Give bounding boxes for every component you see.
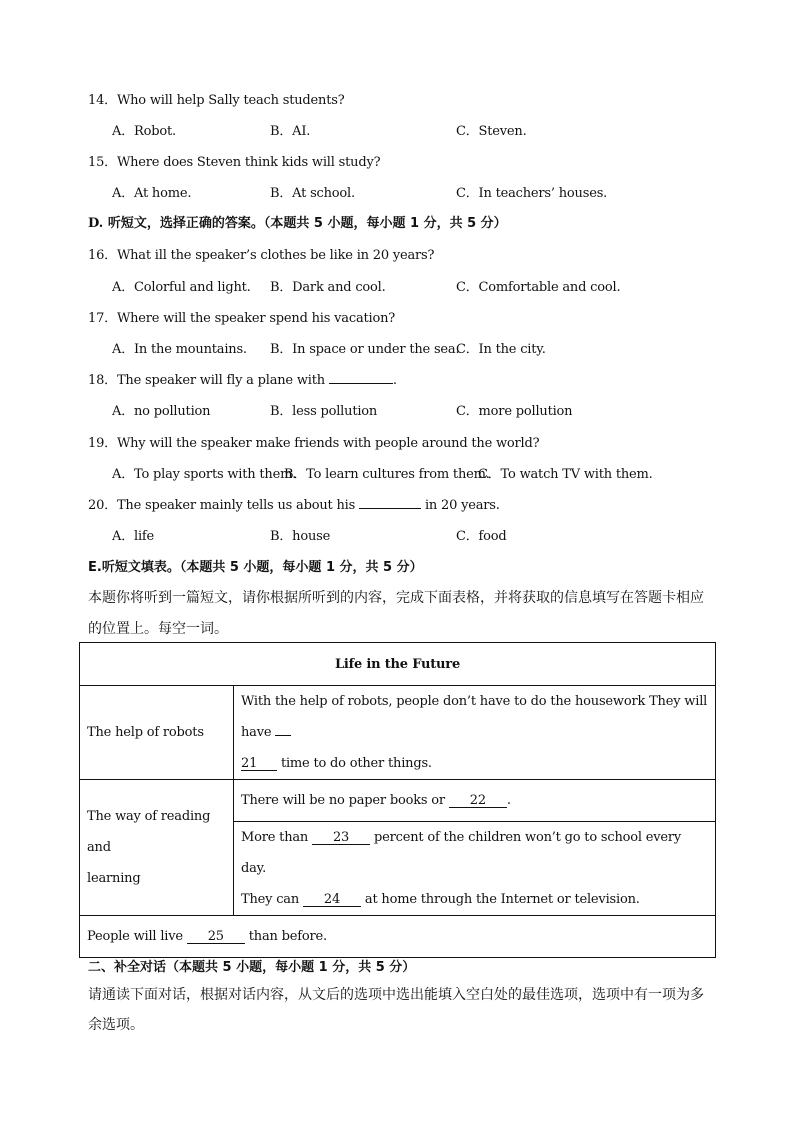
section-e-instruction-line2: 的位置上。每空一词。 [88,621,228,637]
q16-option-a: A．Colorful and light. [112,280,251,295]
blank-25: 25 [187,930,245,944]
row2b-text-before: More than [241,830,309,845]
q18-option-a: A．no pollution [112,404,211,419]
row-label-help-of-robots: The help of robots [80,686,234,780]
q17-option-b: B．In space or under the sea. [270,342,460,357]
section-e-instruction-line1: 本题你将听到一篇短文，请你根据所听到的内容，完成下面表格，并将获取的信息填写在答题卡相应 [88,590,704,606]
row-content-help-of-robots [234,686,716,780]
row2c-text-before: They can [241,892,300,907]
row1-text-after: time to do other things. [280,756,432,771]
row2a-text-after: . [506,793,511,808]
q18-option-c: C．more pollution [456,404,573,419]
section-e-heading: E.听短文填表。（本题共 5 小题，每小题 1 分，共 5 分） [88,560,423,575]
blank-21: 21 [241,757,277,771]
q17-option-a: A．In the mountains. [112,342,247,357]
q16-option-c: C．Comfortable and cool. [456,280,621,295]
row-content-school-internet [234,822,716,916]
row3-text-after: than before. [248,929,327,944]
row-label-reading-learning [80,780,234,916]
table-title: Life in the Future [80,643,716,686]
q19-option-b: B．To learn cultures from them. [284,467,490,482]
blank-22: 22 [449,794,507,808]
q15-option-a: A．At home. [112,186,192,201]
row2b-text-after: percent of the children won’t go to school every day. [241,830,682,876]
question-18 [88,369,397,388]
q17-option-c: C．In the city. [456,342,546,357]
row1-text-before: With the help of robots, people don’t have to do the housework They will have [241,694,708,740]
q20-option-a: A．life [112,529,155,544]
row3-text-before: People will live [87,929,183,944]
section-d-heading [88,212,507,231]
section-2-instruction-line1: 请通读下面对话，根据对话内容，从文后的选项中选出能填入空白处的最佳选项，选项中有一项为多 [88,987,704,1003]
q20-stem-post: in 20 years. [424,498,500,513]
q20-option-c: C．food [456,529,507,544]
q14-option-b: B．AI. [270,124,311,139]
q15-option-c: C．In teachers’ houses. [456,186,608,201]
section-2-heading: 二、补全对话（本题共 5 小题，每小题 1 分，共 5 分） [88,960,416,975]
q14-option-c: C．Steven. [456,124,527,139]
life-in-future-table [79,642,716,958]
question-17: 17．Where will the speaker spend his vacation? [88,311,396,326]
question-15: 15．Where does Steven think kids will study? [88,155,381,170]
blank-23: 23 [312,831,370,845]
q19-option-c: C．To watch TV with them. [478,467,653,482]
blank-21-lead [275,735,291,736]
q18-stem-pre: 18．The speaker will fly a plane with [88,373,325,388]
row-content-paper-books [234,780,716,822]
question-16: 16．What ill the speaker’s clothes be like in 20 years? [88,248,435,263]
row-content-live-longer [80,916,716,958]
row2-label-line1: The way of reading and [87,809,211,855]
q18-stem-post: . [392,373,397,388]
row2a-text-before: There will be no paper books or [241,793,445,808]
section-2-instruction-line2: 余选项。 [88,1017,144,1033]
q18-option-b: B．less pollution [270,404,378,419]
q20-stem-pre: 20．The speaker mainly tells us about his [88,498,356,513]
section-d-label: D. [88,216,104,231]
q19-option-a: A．To play sports with them. [112,467,297,482]
q20-option-b: B．house [270,529,331,544]
row2-label-line2: learning [87,871,141,886]
q15-option-b: B．At school. [270,186,355,201]
question-20 [88,494,500,513]
row2c-text-after: at home through the Internet or television. [364,892,640,907]
q14-option-a: A．Robot. [112,124,176,139]
q18-blank [329,383,393,384]
question-19: 19．Why will the speaker make friends with people around the world? [88,436,540,451]
question-14: 14．Who will help Sally teach students? [88,93,345,108]
q16-option-b: B．Dark and cool. [270,280,386,295]
blank-24: 24 [303,893,361,907]
section-d-title: 听短文，选择正确的答案。（本题共 5 小题，每小题 1 分，共 5 分） [107,216,507,231]
q20-blank [359,508,421,509]
